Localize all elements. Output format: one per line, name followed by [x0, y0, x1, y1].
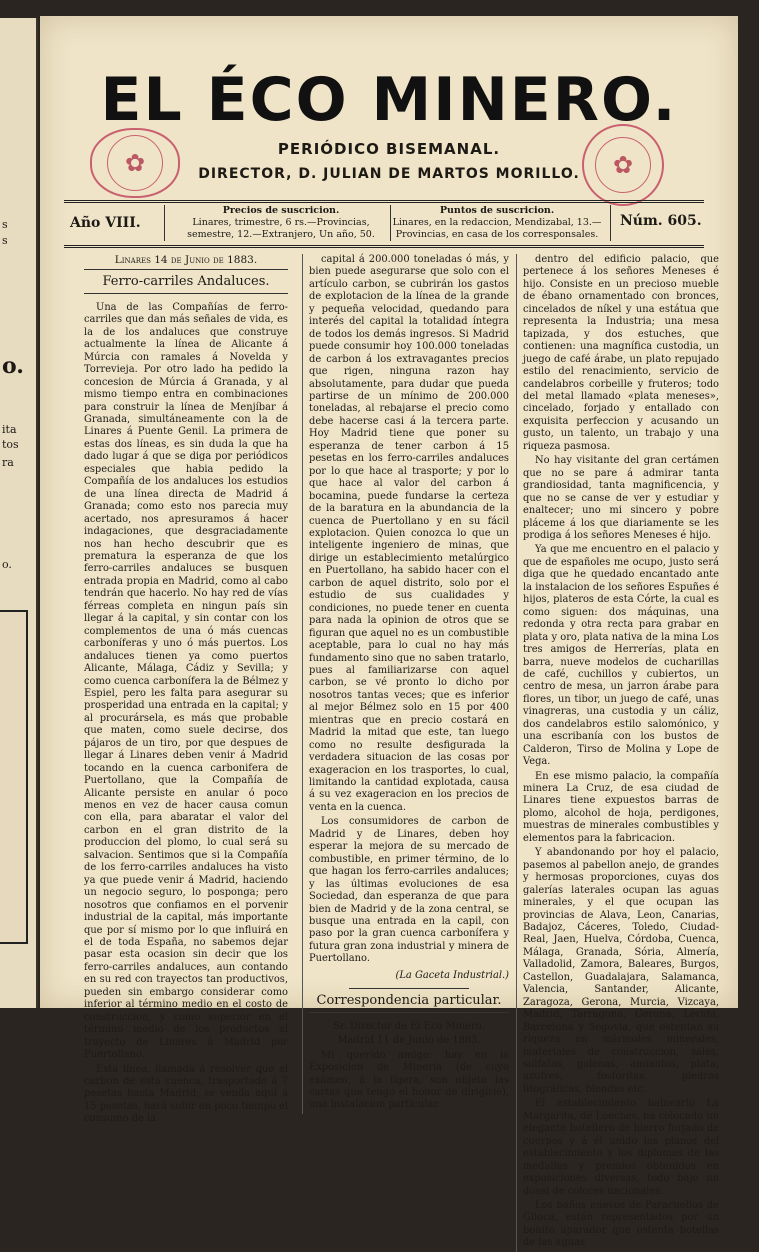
left-fragment: tos — [2, 438, 19, 451]
library-stamp-right — [582, 124, 664, 206]
masthead-director: DIRECTOR, D. JULIAN DE MARTOS MORILLO. — [198, 166, 580, 182]
left-fragment: o. — [2, 353, 24, 379]
column-3 — [516, 254, 719, 1252]
info-bar — [64, 200, 704, 248]
issue-number: Núm. 605. — [620, 213, 702, 229]
prices-block — [176, 205, 386, 241]
letter-paragraph: dentro del edificio palacio, que pertenece á los señores Meneses é hijo. Consiste en un precioso mueble de ébano ornamentado con bronces, cincelados de níkel y una estátua que representa la Industria; una mesa tapizada, y dos estuches, que contienen: una magnífica custodia, un juego de café árabe, un plato repujado estilo del renacimiento, servicio de candelabros corbeille y fruteros; todo del metal llamado «plata meneses», cincelado, forjado y entallado con exquisita perfeccion y acusando un gusto, un talento, un trabajo y una riqueza pasmosa. — [523, 254, 719, 452]
letter-paragraph: Los baños nuevos de Paracuellos de Giloca, están representados por un bonito aparador que ostenta botellas de las aguas — [523, 1199, 719, 1249]
article-credit: (La Gaceta Industrial.) — [395, 969, 509, 981]
letter-paragraph: En ese mismo palacio, la compañía minera La Cruz, de esa ciudad de Linares tiene expuestos barras de plomo, alcohol de hoja, perdigones, muestras de minerales combustibles y elementos para la fabricacion. — [523, 770, 719, 844]
adjacent-page-box — [0, 610, 28, 944]
year-label: Año VIII. — [70, 215, 141, 231]
column-2 — [302, 254, 509, 1114]
library-stamp-left — [90, 128, 180, 198]
points-text: Linares, en la redaccion, Mendizabal, 13.—Provincias, en casa de los corresponsales. — [392, 217, 602, 240]
letter-paragraph: Y abandonando por hoy el palacio, pasemos al pabellon anejo, de grandes y hermosas proporciones, cuyas dos galerías laterales ocupan las aguas minerales, y el que ocupan las provincias de Alava, Leon, Canarias, Badajoz, Cáceres, Toledo, Ciudad-Real, Jaen, Huelva, Córdoba, Cuenca, Málaga, Granada, Sória, Almería, Valladolid, Zamora, Baleares, Burgos, Castellon, Guadalajara, Salamanca, Valencia, Santander, Alicante, Zaragoza, Gerona, Murcia, Vizcaya, Madrid, Tarragona, Gerona, Lérida, Barcelona y Segovia, que ostentan su riqueza en mármoles minerales, materiales de construccion, sales, sulfatos, galenas, amiantos, plata, azufres, fosforitas, piedras litográficas, blendas etc. — [523, 847, 719, 1095]
points-title: Puntos de suscricion. — [439, 205, 555, 216]
left-fragment: o. — [2, 558, 12, 571]
article-paragraph: Los consumidores de carbon de Madrid y de Linares, deben hoy esperar la mejora de su mercado de combustible, en primer término, de lo que hagan los ferro-carriles andaluces; y las últimas evoluciones de esa Sociedad, dan esperanza de que para bien de Madrid y de la zona central, se busque una entrada en la capil, con paso por la gran cuenca carbonífera y futura gran zona industrial y minera de Puertollano. — [309, 816, 509, 965]
flower-icon: ✿ — [107, 135, 163, 191]
letter-date: Madrid 11 de Junio de 1883. — [337, 1035, 481, 1047]
newspaper-page — [40, 16, 738, 1249]
left-fragment: ita — [2, 423, 17, 436]
prices-text: Linares, trimestre, 6 rs.—Provincias, semestre, 12.—Extranjero, Un año, 50. — [187, 217, 375, 240]
correspondence-headline: Correspondencia particular. — [309, 995, 509, 1012]
points-block — [392, 205, 602, 241]
divider — [610, 205, 611, 241]
left-fragment: s — [2, 234, 8, 247]
letter-paragraph: El establecimiento balneario La Margarita, de Loeches, ha colocado un elegante botellero de hierro forjado de cuerpos y á él unido los planos del establecimiento y los diplomas de las medallas y premios obtenidos en exposiciones diversas, todo bajo un dosel de colores nacionales. — [523, 1098, 719, 1197]
divider — [390, 205, 391, 241]
article-paragraph: Esta línea, llamada á resolver que el carbon de esta cuenca, trasportado á 7 pesetas hasta Madrid, se venda aquí á 15 pesetas, hará subir en poco tiempo el consumo de la — [84, 1063, 288, 1125]
article-paragraph: Una de las Compañías de ferro-carriles que dan más señales de vida, es la de los andaluces que construye actualmente la línea de Alicante á Múrcia con ramales á Novelda y Torrevieja. Por otro lado ha pedido la concesion de Múrcia á Granada, y al mismo tiempo entra en combinaciones para construir la línea de Menjíbar á Granada, simultáneamente con la de Linares á Puente Genil. La primera de estas dos líneas, es sin duda la que ha dado lugar á que se diga por periódicos especiales que habia pedido la Compañía de los andaluces los estudios de una línea directa de Madrid á Granada; como esto nos parecia muy acertado, nos apresuramos á hacer indagaciones, que desgraciadamente nos han hecho descubrir que es prematura la esperanza de que los ferro-carriles andaluces se busquen entrada propia en Madrid, como al cabo tendrán que hacerlo. No hay red de vías férreas completa en ningun país sin llegar á la capital, y sin contar con los complementos de una ó más cuencas carboníferas y uno ó más puertos. Los andaluces tienen ya como puertos Alicante, Málaga, Cádiz y Sevilla; y como cuenca carbonífera la de Bélmez y Espiel, pero les falta para asegurar su prosperidad una entrada en la capital; y al procurársela, es más que probable que maten, como suele decirse, dos pájaros de un tiro, por que despues de llegar á Linares deben venir á Madrid tocando en la cuenca carbonifera de Puertollano, que la Compañía de Alicante persiste en anular ó poco menos en vez de hacer causa comun con ella, para abaratar el valor del carbon en el gran distrito de la produccion del plomo, lo cual será su salvacion. Sentimos que si la Compañía de los ferro-carriles andaluces ha visto ya que puede venir á Madrid, haciendo un negocio seguro, lo posponga; pero nosotros que confiamos en el porvenir industrial de la capital, más importante que por sí mismo por lo que influirá en el de toda España, no sabemos dejar pasar esta ocasion sin decir que los ferro-carriles andaluces, aun contando en su red con trayectos tan productivos, pueden sin embargo considerar como inferior al término medio en el costo de construccion, y como superior en el término medio de los productos al trayecto de Linares á Madrid por Puertollano. — [84, 301, 288, 1061]
article-headline: Ferro-carriles Andaluces. — [84, 276, 288, 293]
letter-paragraph: No hay visitante del gran certámen que no se pare á admirar tanta grandiosidad, tanta magnificencia, y que no se canse de ver y estudiar y enaltecer; uno mi sincero y pobre pláceme á los que diariamente se les prodiga á los señores Meneses é hijo. — [523, 455, 719, 541]
left-fragment: ra — [2, 456, 14, 469]
crest-icon: ✿ — [595, 137, 651, 193]
letter-paragraph: Ya que me encuentro en el palacio y que de españoles me ocupo, justo será diga que he quedado encantado ante la instalacion de los señores Espuñes é hijos, plateros de esta Córte, la cual es como siguen: dos máquinas, una redonda y otra recta para grabar en plata y oro, plata nativa de la mina Los tres amigos de Herrerías, plata en barra, nueve modelos de cucharillas de café, cuchillos y cubiertos, un centro de mesa, un jarron árabe para flores, un tibor, un juego de café, unas vinagreras, una custodia y un cáliz, dos candelabros estilo salomónico, y una escribanía con los bustos de Calderon, Tirso de Molina y Lope de Vega. — [523, 544, 719, 768]
masthead-subtitle: PERIÓDICO BISEMANAL. — [277, 140, 501, 158]
article-paragraph: capital á 200.000 toneladas ó más, y bien puede asegurarse que solo con el artículo carbon, se cubrirán los gastos de explotacion de la línea de la grande y pequeña velocidad, quedando para interés del capital la totalidad íntegra de todos los demás ingresos. Si Madrid puede consumir hoy 100.000 toneladas de carbon á los extravagantes precios que rigen, ninguna razon hay absolutamente, para dudar que pueda partirse de un mínimo de 200.000 toneladas, al rebajarse el precio como debe hacerse casi á la tercera parte. Hoy Madrid tiene que poner su esperanza de tener carbon á 15 pesetas en los ferro-carriles andaluces por lo que hace al trasporte; y por lo que hace al valor del carbon á bocamina, puede fundarse la certeza de la baratura en la abundancia de la cuenca de Puertollano y en su fácil explotacion. Quien conozca lo que un inteligente ingeniero de minas, que dirige un establecimiento metalúrgico en Puertollano, ha sabido hacer con el carbon de aquel distrito, solo por el estudio de sus cualidades y condiciones, no puede tener en cuenta para nada la opinion de otros que se figuran que aquel no es un combustible aceptable, para lo cual no hay más fundamento sino que no saben tratarlo, pues al familiarizarse con aquel carbon, se vé pronto lo dicho por nosotros tantas veces; que es inferior al mejor Bélmez solo en 15 por 400 mientras que en precio costará en Madrid la mitad que este, tan luego como no resulte desfigurada la verdadera situacion de las cosas por exageracion en los trasportes, lo cual, limitando la cantidad explotada, causa á su vez exageracion en los precios de venta en la cuenca. — [309, 254, 509, 813]
left-fragment: s — [2, 218, 8, 231]
prices-title: Precios de suscricion. — [222, 205, 340, 216]
letter-paragraph: Mi querido amigo: hay en la Exposicion de Minería (de cuyo exámen, á la ligera, son objeto las cartas que tengo el honor de dirigirle), una instalacion particular — [309, 1049, 509, 1111]
divider — [349, 988, 469, 989]
column-1 — [84, 254, 288, 1128]
divider — [164, 205, 165, 241]
dateline: Linares 14 de Junio de 1883. — [84, 254, 288, 270]
letter-salutation: Sr. Director de El Eco Minero. — [333, 1020, 485, 1032]
masthead-title: EL ÉCO MINERO. — [100, 65, 678, 135]
